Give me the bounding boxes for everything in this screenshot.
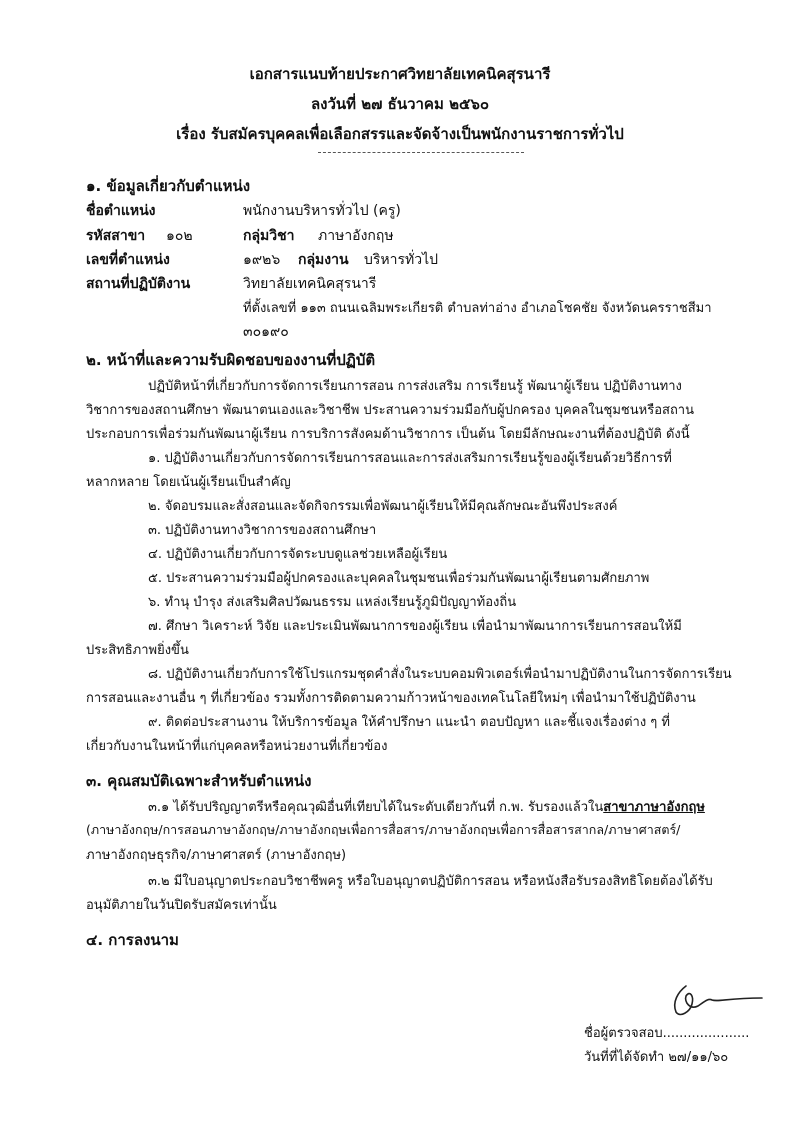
subject-label: กลุ่มวิชา bbox=[243, 228, 295, 244]
qualification-1-majors: (ภาษาอังกฤษ/การสอนภาษาอังกฤษ/ภาษาอังกฤษเพื่อการสื่อสาร/ภาษาอังกฤษเพื่อการสื่อสารสากล/ภาษาศาสตร์/ bbox=[86, 822, 681, 837]
section-1-title: ๑. ข้อมูลเกี่ยวกับตำแหน่ง bbox=[86, 177, 251, 195]
duties-intro-line-2: วิชาการของสถานศึกษา พัฒนาตนเองและวิชาชีพ ประสานความร่วมมือกับผู้ปกครอง บุคคลในชุมชนหรือสถาน bbox=[86, 403, 694, 418]
date-made-line: วันที่ที่ได้จัดทำ ๒๗/๑๑/๖๐ bbox=[584, 1050, 729, 1065]
checker-line: ชื่อผู้ตรวจสอบ..................... bbox=[584, 1026, 750, 1041]
section-2-title: ๒. หน้าที่และความรับผิดชอบของงานที่ปฏิบัติ bbox=[86, 351, 376, 369]
work-group-value: บริหารทั่วไป bbox=[364, 252, 439, 268]
duty-item-7: ๗. ศึกษา วิเคราะห์ วิจัย และประเมินพัฒนาการของผู้เรียน เพื่อนำมาพัฒนาการเรียนการสอนให้มี bbox=[148, 619, 682, 634]
qualification-2-cont: อนุมัติภายในวันปิดรับสมัครเท่านั้น bbox=[86, 898, 277, 913]
position-number-label: เลขที่ตำแหน่ง bbox=[86, 252, 170, 268]
subject-value: ภาษาอังกฤษ bbox=[318, 228, 394, 244]
work-group-label: กลุ่มงาน bbox=[298, 252, 349, 268]
duty-item-7-cont: ประสิทธิภาพยิ่งขึ้น bbox=[86, 643, 189, 658]
section-4-title: ๔. การลงนาม bbox=[86, 931, 179, 949]
duty-item-5: ๕. ประสานความร่วมมือผู้ปกครองและบุคคลในชุมชนเพื่อร่วมกันพัฒนาผู้เรียนตามศักยภาพ bbox=[148, 571, 650, 586]
duty-item-8-cont: การสอนและงานอื่น ๆ ที่เกี่ยวข้อง รวมทั้งการติดตามความก้าวหน้าของเทคโนโลยีใหม่ๆ เพื่อนำมาใช้ปฏิบัติงาน bbox=[86, 691, 696, 706]
position-number-value: ๑๙๒๖ bbox=[243, 252, 281, 268]
workplace-address: ที่ตั้งเลขที่ ๑๑๓ ถนนเฉลิมพระเกียรติ ตำบลท่าอ่าง อำเภอโชคชัย จังหวัดนครราชสีมา bbox=[243, 301, 712, 316]
duties-intro-line-3: ประกอบการเพื่อร่วมกันพัฒนาผู้เรียน การบริการสังคมด้านวิชาการ เป็นต้น โดยมีลักษณะงานที่ต้องปฏิบัติ ดังนี้ bbox=[86, 427, 690, 442]
qualification-1-major: สาขาภาษาอังกฤษ bbox=[603, 800, 705, 815]
duty-item-8: ๘. ปฏิบัติงานเกี่ยวกับการใช้โปรแกรมชุดคำสั่งในระบบคอมพิวเตอร์เพื่อนำมาปฏิบัติงานในการจัดการเรียน bbox=[148, 667, 732, 682]
position-label: ชื่อตำแหน่ง bbox=[86, 203, 156, 219]
workplace-name: วิทยาลัยเทคนิคสุรนารี bbox=[243, 276, 377, 292]
duty-item-6: ๖. ทำนุ บำรุง ส่งเสริมศิลปวัฒนธรรม แหล่งเรียนรู้ภูมิปัญญาท้องถิ่น bbox=[148, 595, 517, 610]
workplace-label: สถานที่ปฏิบัติงาน bbox=[86, 276, 191, 292]
qualification-1 bbox=[148, 796, 705, 817]
duty-item-9: ๙. ติดต่อประสานงาน ให้บริการข้อมูล ให้คำปรึกษา แนะนำ ตอบปัญหา และชี้แจงเรื่องต่าง ๆ ที่ bbox=[148, 715, 670, 730]
workplace-postcode: ๓๐๑๙๐ bbox=[243, 324, 289, 340]
branch-code: ๑๐๒ bbox=[166, 228, 193, 244]
duty-item-1-cont: หลากหลาย โดยเน้นผู้เรียนเป็นสำคัญ bbox=[86, 475, 291, 490]
position-value: พนักงานบริหารทั่วไป (ครู) bbox=[243, 203, 401, 219]
signature-image bbox=[668, 982, 764, 1022]
branch-label: รหัสสาขา bbox=[86, 228, 146, 244]
section-3-title: ๓. คุณสมบัติเฉพาะสำหรับตำแหน่ง bbox=[86, 772, 312, 790]
header-date: ลงวันที่ ๒๗ ธันวาคม ๒๕๖๐ bbox=[310, 95, 489, 113]
header-line-1: เอกสารแนบท้ายประกาศวิทยาลัยเทคนิคสุรนารี bbox=[249, 65, 551, 83]
qualification-1-text: ๓.๑ ได้รับปริญญาตรีหรือคุณวุฒิอื่นที่เทียบได้ในระดับเดียวกันที่ ก.พ. รับรองแล้วใน bbox=[148, 800, 604, 815]
duty-item-3: ๓. ปฏิบัติงานทางวิชาการของสถานศึกษา bbox=[148, 523, 377, 538]
duties-intro-line-1: ปฏิบัติหน้าที่เกี่ยวกับการจัดการเรียนการสอน การส่งเสริม การเรียนรู้ พัฒนาผู้เรียน ปฏิบัติงานทาง bbox=[148, 379, 682, 394]
qualification-1-majors-cont: ภาษาอังกฤษธุรกิจ/ภาษาศาสตร์ (ภาษาอังกฤษ) bbox=[86, 848, 347, 863]
duty-item-4: ๔. ปฏิบัติงานเกี่ยวกับการจัดระบบดูแลช่วยเหลือผู้เรียน bbox=[148, 547, 448, 562]
header-divider bbox=[318, 152, 524, 153]
duty-item-1: ๑. ปฏิบัติงานเกี่ยวกับการจัดการเรียนการสอนและการส่งเสริมการเรียนรู้ของผู้เรียนด้วยวิธีการที่ bbox=[148, 451, 672, 466]
header-subject: เรื่อง รับสมัครบุคคลเพื่อเลือกสรรและจัดจ้างเป็นพนักงานราชการทั่วไป bbox=[176, 125, 624, 143]
duty-item-2: ๒. จัดอบรมและสั่งสอนและจัดกิจกรรมเพื่อพัฒนาผู้เรียนให้มีคุณลักษณะอันพึงประสงค์ bbox=[148, 499, 618, 514]
qualification-2: ๓.๒ มีใบอนุญาตประกอบวิชาชีพครู หรือใบอนุญาตปฏิบัติการสอน หรือหนังสือรับรองสิทธิโดยต้องได้รับ bbox=[148, 874, 713, 889]
duty-item-9-cont: เกี่ยวกับงานในหน้าที่แก่บุคคลหรือหน่วยงานที่เกี่ยวข้อง bbox=[86, 739, 388, 754]
